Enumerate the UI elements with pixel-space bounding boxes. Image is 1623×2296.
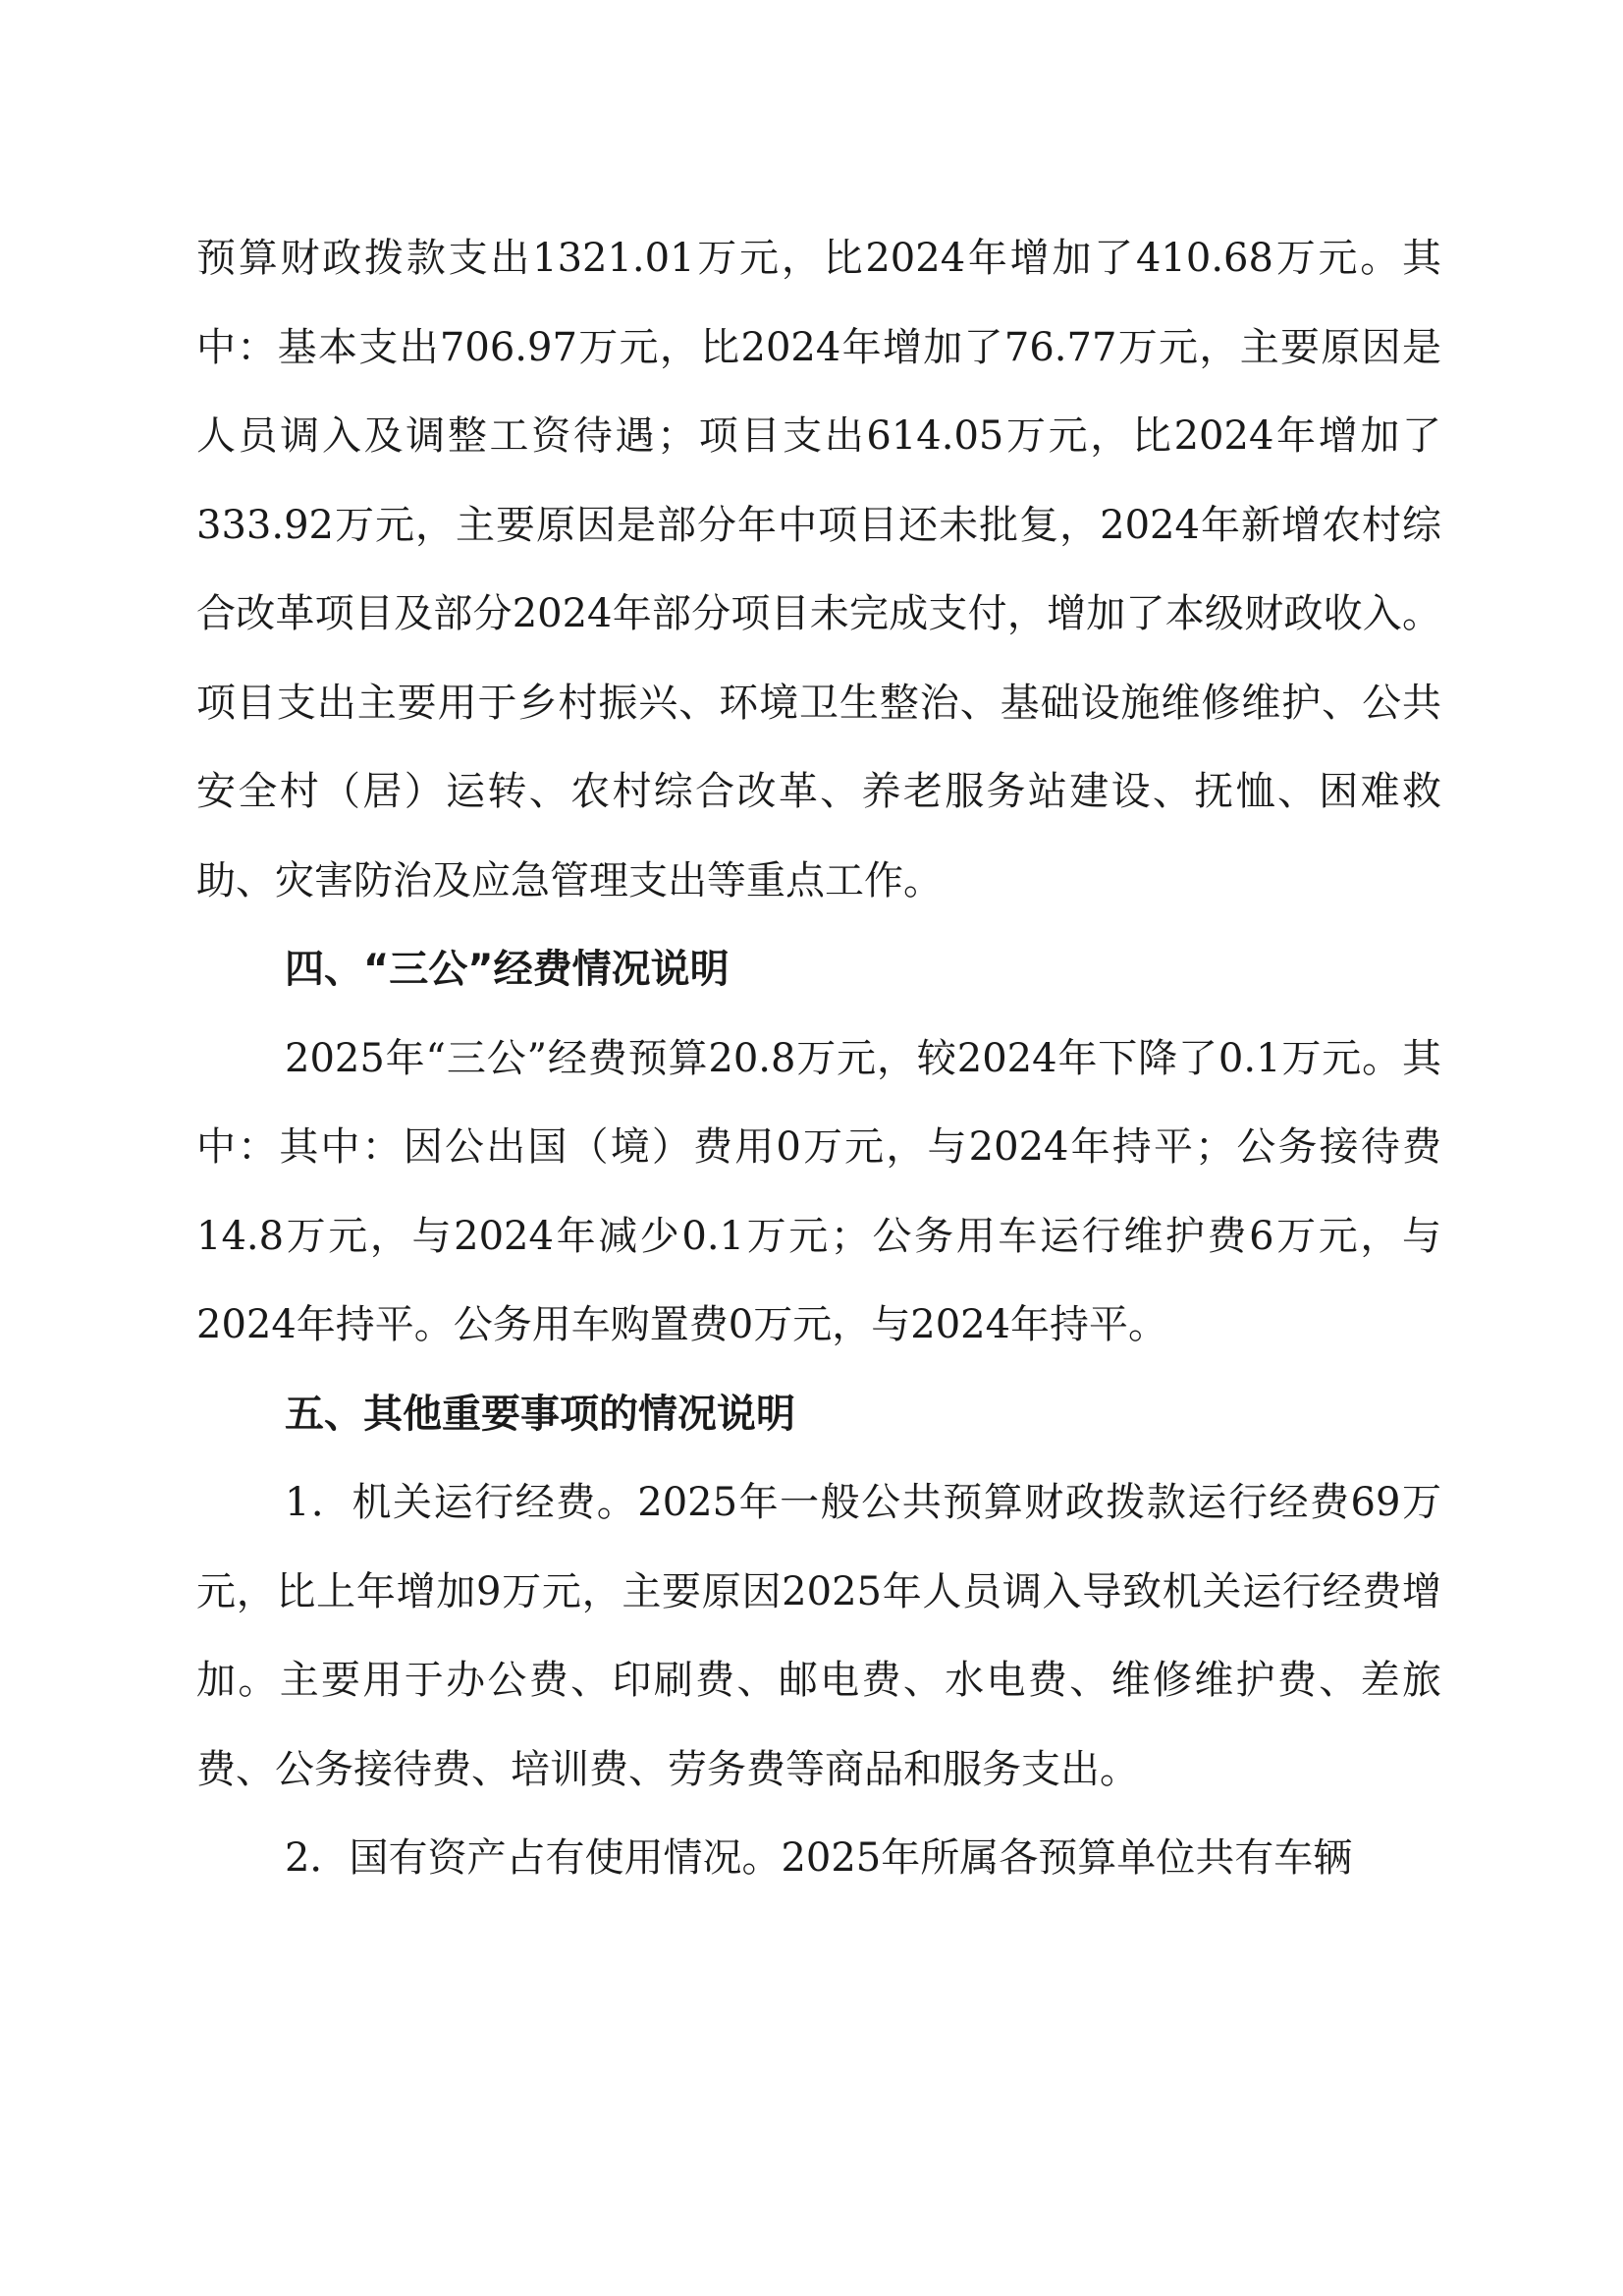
paragraph-budget-expenditure: 预算财政拨款支出1321.01万元，比2024年增加了410.68万元。其中：基本支出706.97万元，比2024年增加了76.77万元，主要原因是人员调入及调整工资待遇；项目支出614.05万元，比2024年增加了333.92万元，主要原因是部分年中项目还未批复，2024年新增农村综合改革项目及部分2024年部分项目未完成支付，增加了本级财政收入。项目支出主要用于乡村振兴、环境卫生整治、基础设施维修维护、公共安全村（居）运转、农村综合改革、养老服务站建设、抚恤、困难救助、灾害防治及应急管理支出等重点工作。 (196, 236, 1441, 903)
section-heading-three-public-expenses: 四、“三公”经费情况说明 (285, 947, 730, 992)
paragraph-three-public-expenses: 2025年“三公”经费预算20.8万元，较2024年下降了0.1万元。其中：其中：因公出国（境）费用0万元，与2024年持平；公务接待费14.8万元，与2024年减少0.1万元；公务用车运行维护费6万元，与2024年持平。公务用车购置费0万元，与2024年持平。 (196, 1035, 1441, 1347)
section-heading-other-matters: 五、其他重要事项的情况说明 (285, 1391, 795, 1437)
document-body (196, 214, 1441, 1903)
paragraph-operating-expenses: 1．机关运行经费。2025年一般公共预算财政拨款运行经费69万元，比上年增加9万元，主要原因2025年人员调入导致机关运行经费增加。主要用于办公费、印刷费、邮电费、水电费、维修维护费、差旅费、公务接待费、培训费、劳务费等商品和服务支出。 (196, 1480, 1441, 1792)
paragraph-state-assets: 2．国有资产占有使用情况。2025年所属各预算单位共有车辆 (285, 1835, 1353, 1881)
